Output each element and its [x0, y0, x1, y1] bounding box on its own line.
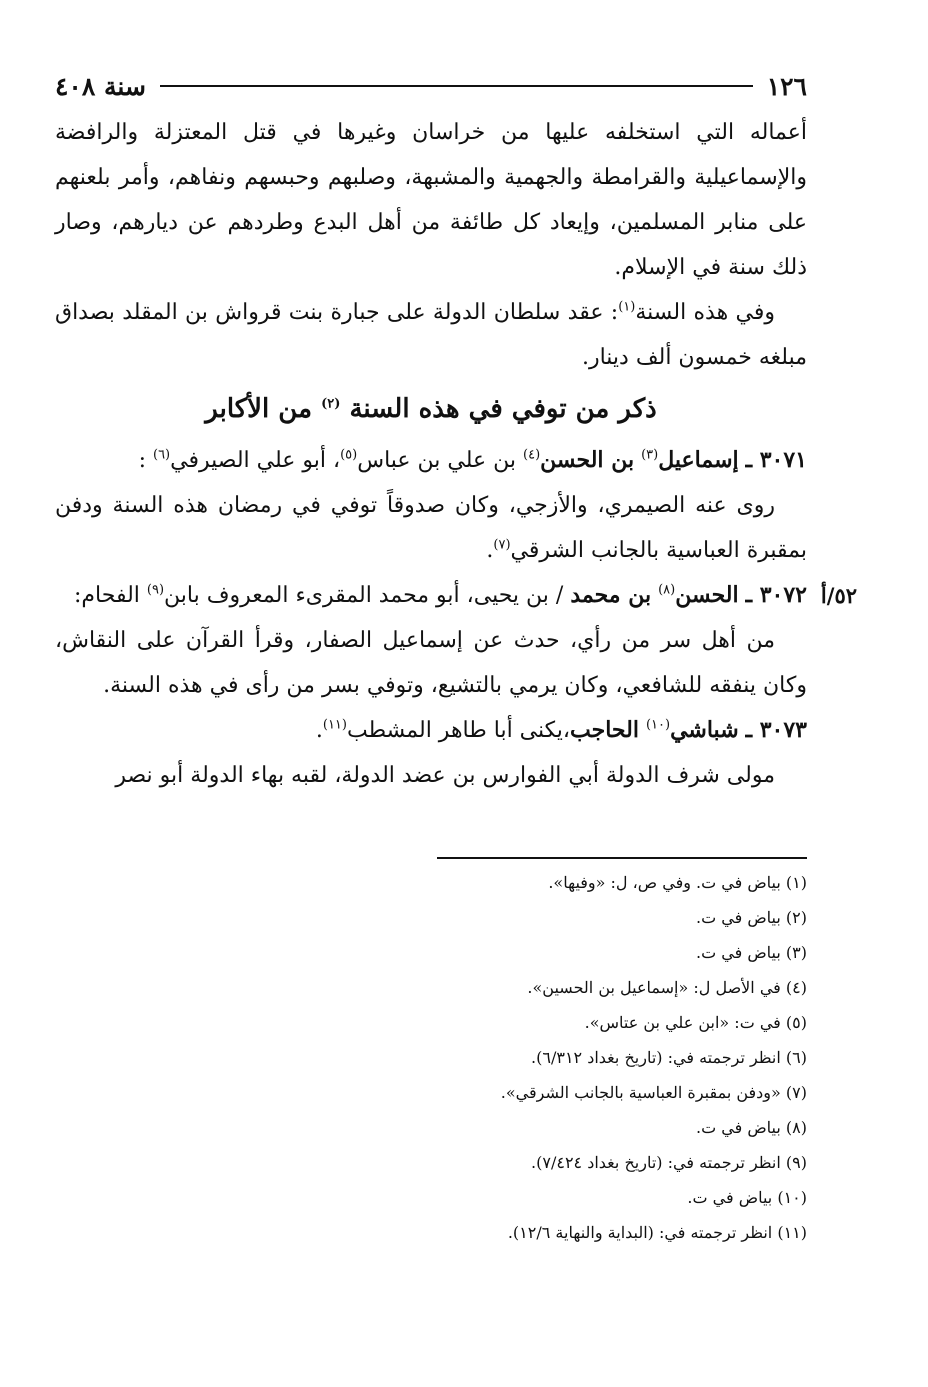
- footnote: (٨) بياض في ت.: [696, 1118, 807, 1137]
- entry-name: الحسن: [675, 582, 739, 608]
- entry-body: [55, 483, 807, 573]
- footnote: (٩) انظر ترجمته في: (تاريخ بغداد ٧/٤٢٤).: [531, 1153, 807, 1172]
- heading-text: ذكر من توفي في هذه السنة: [349, 394, 657, 424]
- paragraph-text: أعماله التي استخلفه عليها من خراسان وغيرها في قتل المعتزلة والرافضة والإسماعيلية والقرامطة والجهمية والمشبهة، وصلبهم وحبسهم ونفاهم، وأمر بلعنهم على منابر المسلمين، وإيعاد كل طائفة من أهل البدع وطردهم عن ديارهم، وصار ذلك سنة في الإسلام.: [55, 120, 807, 280]
- footnote-separator: [437, 857, 807, 859]
- footnote-ref: (٦): [152, 447, 171, 463]
- main-text: [55, 110, 857, 798]
- footnote-ref: (٥): [340, 447, 358, 463]
- running-header: [55, 62, 807, 110]
- entry-text: / بن يحيى، أبو محمد المقرىء المعروف بابن: [164, 583, 564, 608]
- page: [55, 62, 857, 1242]
- paragraph-text: : عقد سلطان الدولة على جبارة بنت قرواش بن المقلد بصداق مبلغه خمسون ألف دينار.: [55, 300, 807, 370]
- heading-text: من الأكابر: [205, 394, 313, 424]
- folio-marker: ٥٢/أ: [820, 583, 857, 608]
- entry-text: الفحام:: [74, 583, 140, 608]
- footnote: (٢) بياض في ت.: [696, 908, 807, 927]
- entry-text: روى عنه الصيمري، والأزجي، وكان صدوقاً توفي في رمضان هذه السنة ودفن بمقبرة العباسية بالجانب الشرقي: [55, 493, 807, 563]
- entry-text: .: [315, 718, 323, 743]
- footnotes-list: [55, 865, 807, 1250]
- entry-text: .: [486, 538, 494, 563]
- entry-text: بن علي بن عباس: [357, 448, 517, 473]
- entry-number: ٣٠٧٣ ـ: [745, 717, 807, 743]
- entry-text: ،يكنى أبا طاهر المشطب: [347, 718, 571, 743]
- footnote-ref: (٢): [321, 396, 341, 412]
- header-rule: [160, 85, 753, 87]
- entry-name: بن الحسن: [540, 447, 635, 473]
- page-number: ١٢٦: [766, 71, 807, 101]
- entry-name: الحاجب: [570, 717, 639, 743]
- footnote-ref: (١٠): [645, 717, 671, 733]
- footnote: (١) بياض في ت. وفي ص، ل: «وفيها».: [548, 873, 807, 892]
- year-label: سنة ٤٠٨: [55, 71, 146, 101]
- footnote: (٧) «ودفن بمقبرة العباسية بالجانب الشرقي».: [500, 1083, 807, 1102]
- footnote: (٤) في الأصل ل: «إسماعيل بن الحسين».: [527, 978, 807, 997]
- footnote-ref: (٤): [523, 447, 541, 463]
- paragraph: [55, 290, 807, 380]
- footnote: (٥) في ت: «ابن علي بن عتاس».: [584, 1013, 807, 1032]
- entry-name: شباشي: [670, 717, 739, 743]
- footnote-ref: (٣): [641, 447, 659, 463]
- entry-number: ٣٠٧٢ ـ: [745, 582, 807, 608]
- entry-3072: [55, 573, 857, 618]
- entry-text: مولى شرف الدولة أبي الفوارس بن عضد الدولة، لقبه بهاء الدولة أبو نصر: [115, 763, 775, 788]
- entry-name: إسماعيل: [658, 447, 739, 473]
- entry-number: ٣٠٧١ ـ: [745, 447, 807, 473]
- entry-text: ، أبو علي الصيرفي: [170, 448, 341, 473]
- entry-3071: [55, 438, 807, 483]
- footnote-ref: (١): [618, 299, 636, 315]
- paragraph-text: وفي هذه السنة: [635, 300, 775, 325]
- entry-3073: [55, 708, 807, 753]
- footnote: (٣) بياض في ت.: [696, 943, 807, 962]
- footnote-ref: (٨): [658, 582, 676, 598]
- footnote-ref: (٩): [146, 582, 165, 598]
- section-heading: [55, 380, 807, 438]
- footnote: (١٠) بياض في ت.: [687, 1188, 807, 1207]
- footnote-ref: (١١): [322, 717, 347, 733]
- entry-text: من أهل سر من رأي، حدث عن إسماعيل الصفار، وقرأ القرآن على النقاش، وكان ينفقه للشافعي، وكان يرمي بالتشيع، وتوفي بسر من رأى في هذه السنة.: [55, 628, 807, 698]
- entry-body: [55, 753, 807, 798]
- footnote: (١١) انظر ترجمته في: (البداية والنهاية ١٢/٦).: [507, 1223, 807, 1242]
- entry-text: :: [138, 448, 146, 473]
- footnote: (٦) انظر ترجمته في: (تاريخ بغداد ٦/٣١٢).: [531, 1048, 807, 1067]
- entry-name: بن محمد: [570, 582, 652, 608]
- paragraph: [55, 110, 807, 290]
- entry-body: [55, 618, 807, 708]
- footnote-ref: (٧): [493, 537, 511, 553]
